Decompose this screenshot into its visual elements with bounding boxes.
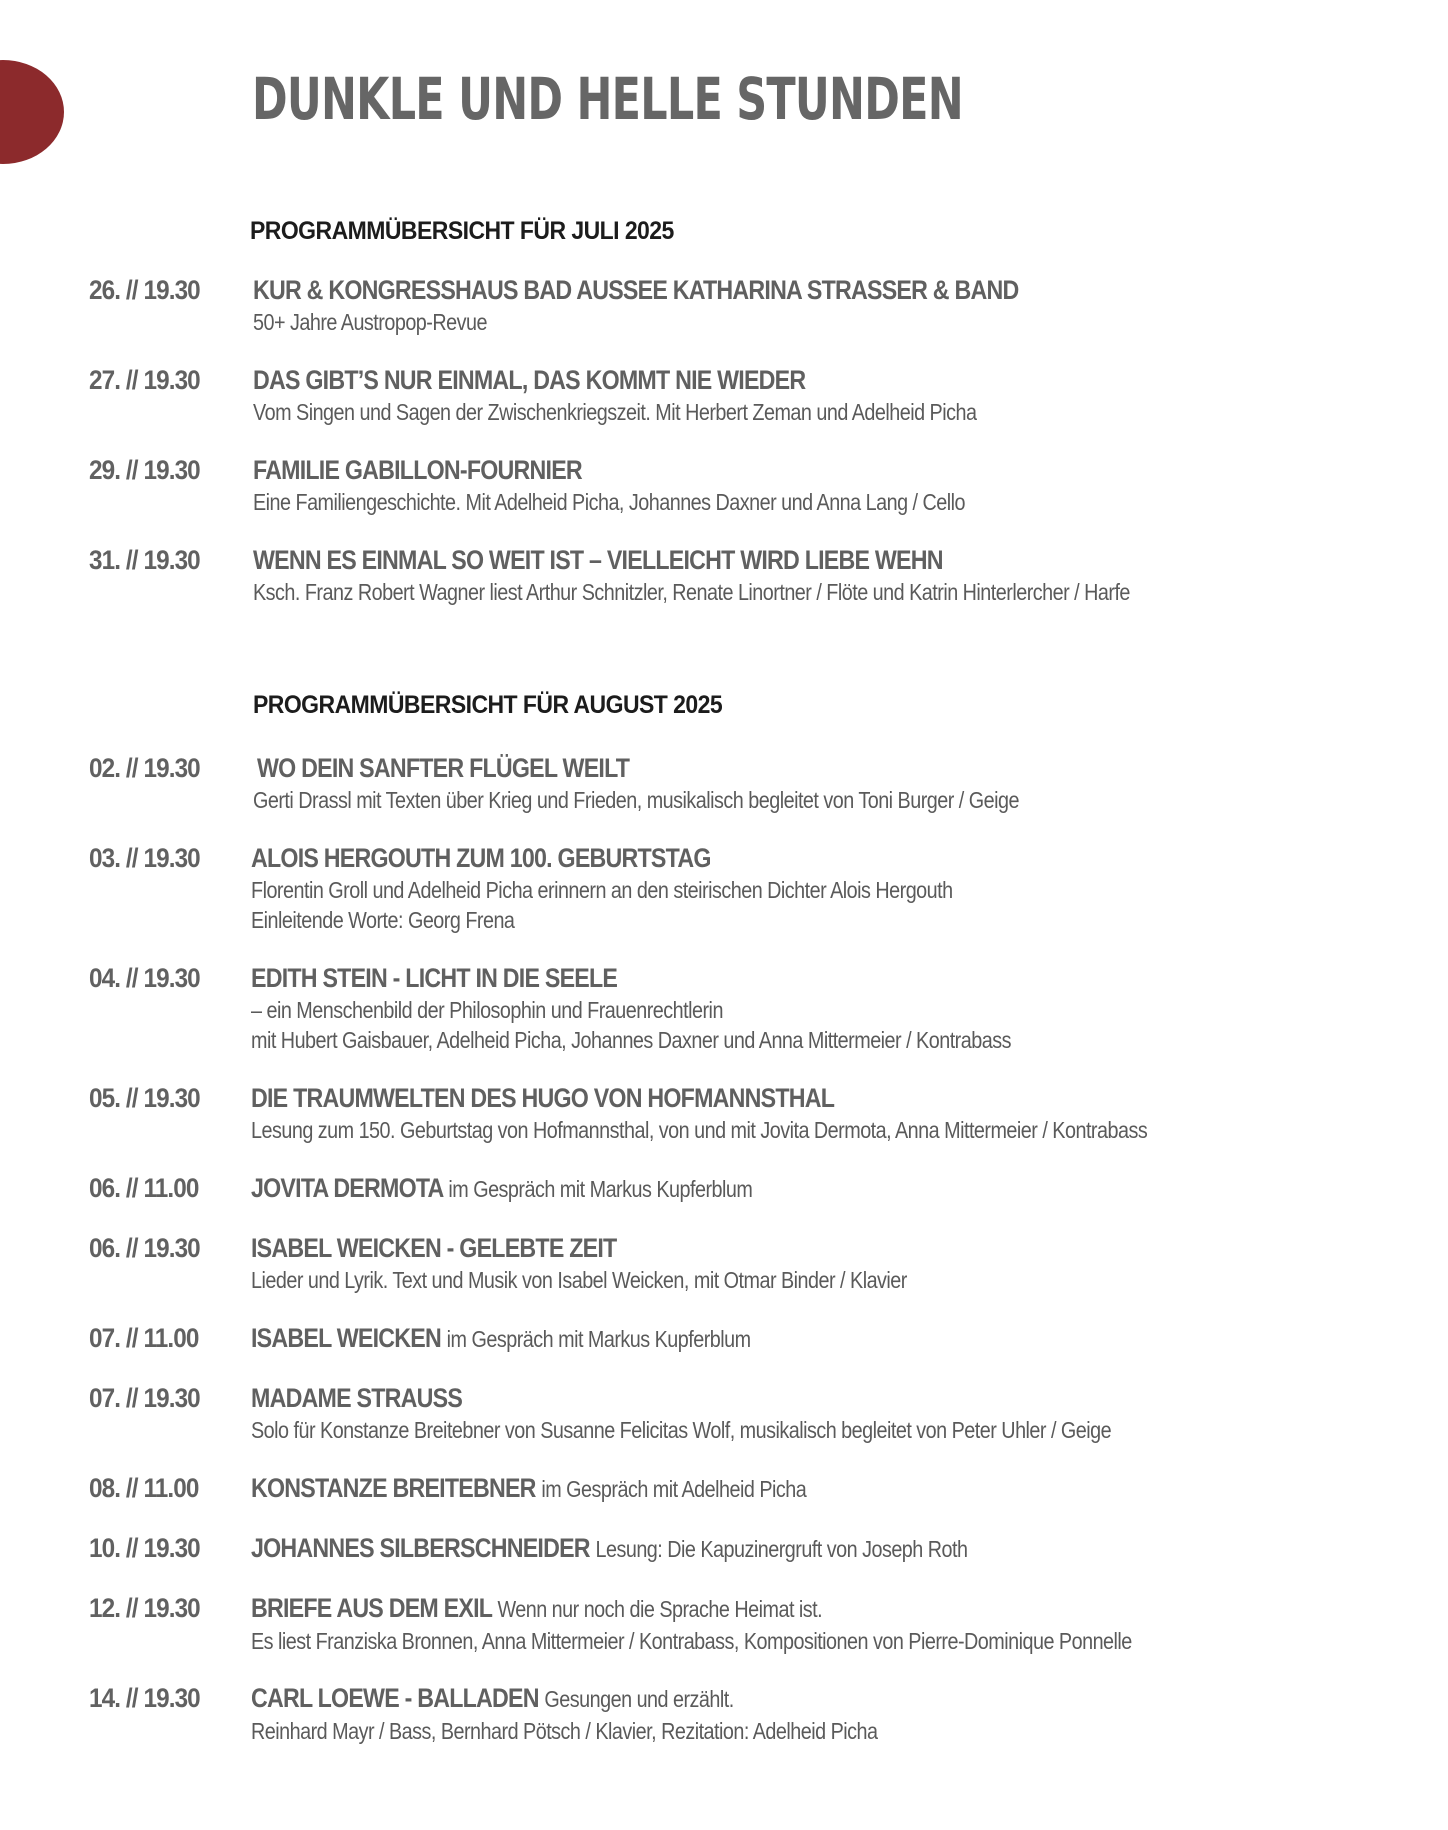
event-inline-description: im Gespräch mit Markus Kupferblum <box>446 1326 751 1352</box>
event-title: MADAME STRAUSS <box>251 1383 463 1413</box>
event-inline-description: Gesungen und erzählt. <box>544 1686 734 1712</box>
event-title: WO DEIN SANFTER FLÜGEL WEILT <box>257 753 630 783</box>
event-title: ISABEL WEICKEN - GELEBTE ZEIT <box>251 1233 617 1263</box>
page-title: DUNKLE UND HELLE STUNDEN <box>252 65 963 133</box>
event-date: 29. // 19.30 <box>89 455 200 485</box>
event-inline-description: Lesung: Die Kapuzinergruft von Joseph Roth <box>595 1536 968 1562</box>
event-date: 27. // 19.30 <box>89 365 200 395</box>
event-description: – ein Menschenbild der Philosophin und Frauenrechtlerin <box>251 997 723 1023</box>
event-title: DAS GIBT’S NUR EINMAL, DAS KOMMT NIE WIEDER <box>253 365 806 395</box>
event-date: 05. // 19.30 <box>89 1083 200 1113</box>
event-description: Lesung zum 150. Geburtstag von Hofmannsthal, von und mit Jovita Dermota, Anna Mittermeier / Kontrabass <box>251 1117 1148 1143</box>
event-title: ISABEL WEICKEN <box>251 1323 441 1353</box>
event-date: 04. // 19.30 <box>89 963 200 993</box>
event-inline-description: im Gespräch mit Markus Kupferblum <box>448 1176 753 1202</box>
event-description: Gerti Drassl mit Texten über Krieg und Frieden, musikalisch begleitet von Toni Burger / Geige <box>253 787 1019 813</box>
event-description: mit Hubert Gaisbauer, Adelheid Picha, Johannes Daxner und Anna Mittermeier / Kontrabass <box>251 1027 1011 1053</box>
event-date: 10. // 19.30 <box>89 1533 200 1563</box>
event-title: WENN ES EINMAL SO WEIT IST – VIELLEICHT WIRD LIEBE WEHN <box>253 545 943 575</box>
event-description: 50+ Jahre Austropop-Revue <box>253 309 487 335</box>
event-date: 07. // 19.30 <box>89 1383 200 1413</box>
event-date: 14. // 19.30 <box>89 1683 200 1713</box>
event-date: 02. // 19.30 <box>89 753 200 783</box>
event-title: DIE TRAUMWELTEN DES HUGO VON HOFMANNSTHAL <box>251 1083 835 1113</box>
event-date: 06. // 19.30 <box>89 1233 200 1263</box>
event-title: FAMILIE GABILLON-FOURNIER <box>253 455 582 485</box>
event-description: Ksch. Franz Robert Wagner liest Arthur Schnitzler, Renate Linortner / Flöte und Katrin Hinterlercher / Harfe <box>253 579 1130 605</box>
event-date: 06. // 11.00 <box>89 1173 199 1203</box>
event-description: Vom Singen und Sagen der Zwischenkriegszeit. Mit Herbert Zeman und Adelheid Picha <box>253 399 977 425</box>
event-title: EDITH STEIN - LICHT IN DIE SEELE <box>251 963 618 993</box>
event-date: 08. // 11.00 <box>89 1473 199 1503</box>
july-heading: PROGRAMMÜBERSICHT FÜR JULI 2025 <box>250 217 674 245</box>
event-title: ALOIS HERGOUTH ZUM 100. GEBURTSTAG <box>251 843 711 873</box>
event-description: Solo für Konstanze Breitebner von Susanne Felicitas Wolf, musikalisch begleitet von Peter Uhler / Geige <box>251 1417 1112 1443</box>
august-heading: PROGRAMMÜBERSICHT FÜR AUGUST 2025 <box>253 691 723 719</box>
event-title: KUR & KONGRESSHAUS BAD AUSSEE KATHARINA STRASSER & BAND <box>253 275 1019 305</box>
event-title: BRIEFE AUS DEM EXIL <box>251 1593 492 1623</box>
event-description: Eine Familiengeschichte. Mit Adelheid Picha, Johannes Daxner und Anna Lang / Cello <box>253 489 965 515</box>
event-description: Einleitende Worte: Georg Frena <box>251 907 515 933</box>
event-date: 12. // 19.30 <box>89 1593 200 1623</box>
event-description: Lieder und Lyrik. Text und Musik von Isabel Weicken, mit Otmar Binder / Klavier <box>251 1267 907 1293</box>
event-title: JOHANNES SILBERSCHNEIDER <box>251 1533 590 1563</box>
event-date: 31. // 19.30 <box>89 545 200 575</box>
decorative-accent-shape <box>0 60 64 164</box>
event-description: Reinhard Mayr / Bass, Bernhard Pötsch / Klavier, Rezitation: Adelheid Picha <box>251 1718 878 1744</box>
event-title: CARL LOEWE - BALLADEN <box>251 1683 539 1713</box>
event-date: 07. // 11.00 <box>89 1323 199 1353</box>
event-date: 26. // 19.30 <box>89 275 200 305</box>
event-title: KONSTANZE BREITEBNER <box>251 1473 536 1503</box>
event-inline-description: im Gespräch mit Adelheid Picha <box>541 1476 807 1502</box>
event-date: 03. // 19.30 <box>89 843 200 873</box>
event-description: Florentin Groll und Adelheid Picha erinnern an den steirischen Dichter Alois Hergouth <box>251 877 953 903</box>
event-inline-description: Wenn nur noch die Sprache Heimat ist. <box>497 1596 823 1622</box>
event-description: Es liest Franziska Bronnen, Anna Mittermeier / Kontrabass, Kompositionen von Pierre-Dominique Ponnelle <box>251 1628 1132 1654</box>
event-title: JOVITA DERMOTA <box>251 1173 443 1203</box>
